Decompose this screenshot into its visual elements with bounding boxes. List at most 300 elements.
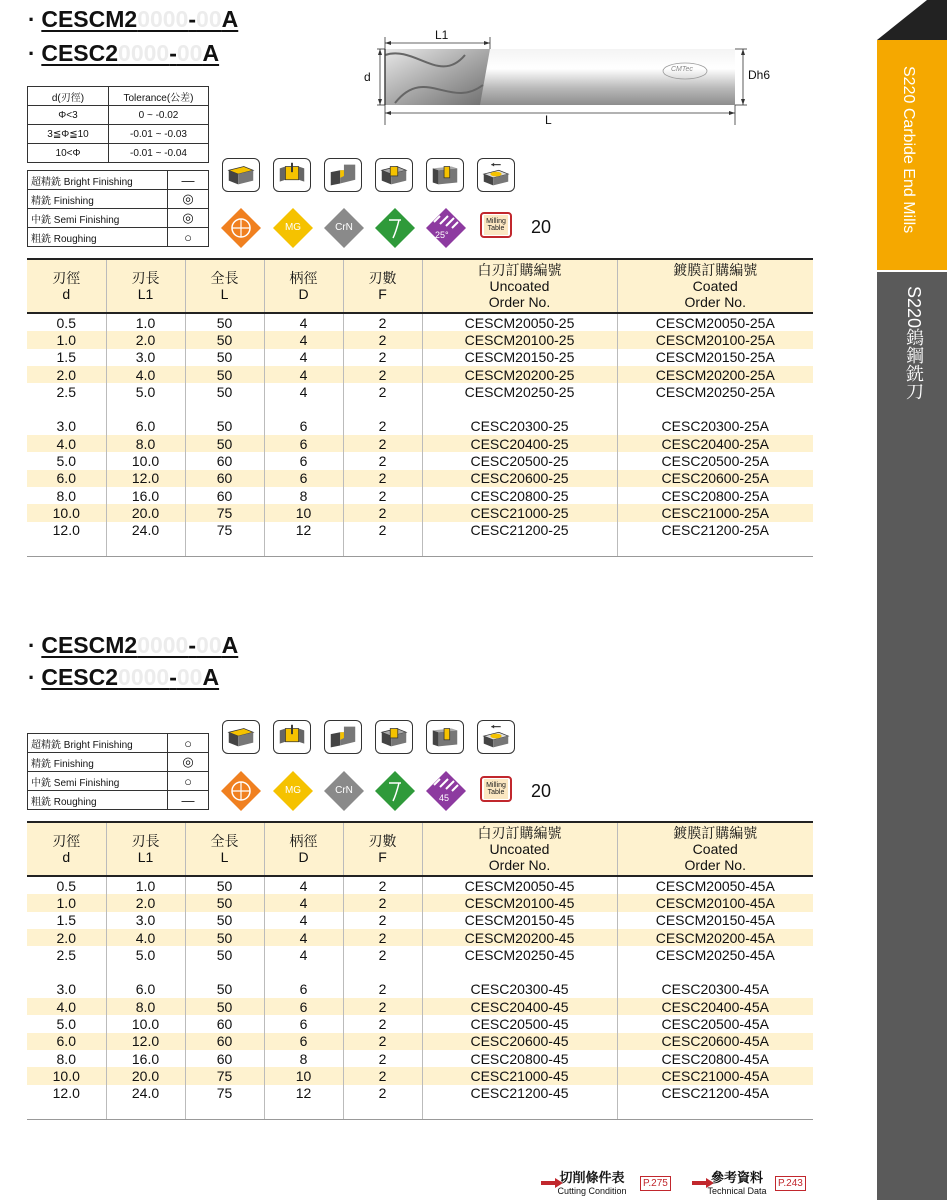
table-cell bbox=[422, 1102, 617, 1120]
table-cell: 6.0 bbox=[27, 1033, 106, 1050]
table-cell: 4 bbox=[264, 946, 343, 963]
finishing-label: 超精銑 Bright Finishing bbox=[28, 171, 168, 190]
col-header-F: 刃數 F bbox=[343, 259, 422, 313]
tolerance-range: Φ<3 bbox=[28, 106, 109, 125]
table-row bbox=[27, 418, 813, 435]
table-cell: 2.0 bbox=[106, 894, 185, 911]
tool-diagram bbox=[355, 25, 785, 130]
table-cell: 4 bbox=[264, 331, 343, 348]
table-cell: CESCM20100-45A bbox=[617, 894, 813, 911]
milling-table-icon: Milling Table bbox=[480, 776, 512, 802]
tolerance-row bbox=[28, 125, 209, 144]
table-cell: 4.0 bbox=[27, 998, 106, 1015]
table-cell: 3.0 bbox=[27, 981, 106, 998]
tolerance-value: -0.01 ~ -0.04 bbox=[109, 144, 209, 163]
col-header-D: 柄徑 D bbox=[264, 822, 343, 876]
table-cell: CESCM20250-25 bbox=[422, 383, 617, 400]
table-cell: 10.0 bbox=[106, 1015, 185, 1032]
col-header-coated: 鍍膜訂購編號 Coated Order No. bbox=[617, 822, 813, 876]
table-cell: CESC20600-25 bbox=[422, 470, 617, 487]
table-cell: 12.0 bbox=[106, 470, 185, 487]
milling-table-page[interactable]: 20 bbox=[531, 217, 552, 237]
crn-coating-icon: CrN bbox=[324, 208, 364, 248]
finishing-label: 精銑 Finishing bbox=[28, 753, 168, 772]
table-cell: 0.5 bbox=[27, 313, 106, 331]
table-cell bbox=[343, 400, 422, 417]
col-header-d: 刃徑 d bbox=[27, 259, 106, 313]
tolerance-row bbox=[28, 106, 209, 125]
table-row bbox=[27, 313, 813, 331]
finishing-row bbox=[28, 190, 209, 209]
table-cell: 4.0 bbox=[27, 435, 106, 452]
table-cell: 20.0 bbox=[106, 504, 185, 521]
table-cell bbox=[264, 400, 343, 417]
table-cell: 2 bbox=[343, 487, 422, 504]
table-cell: 3.0 bbox=[106, 349, 185, 366]
section2-title-line2: · CESC20000-00A bbox=[28, 664, 220, 690]
table-cell: CESC20300-25 bbox=[422, 418, 617, 435]
table-cell: 2.0 bbox=[27, 366, 106, 383]
table-cell: CESCM20050-25 bbox=[422, 313, 617, 331]
table-cell: 10.0 bbox=[27, 504, 106, 521]
tolerance-range: 3≦Φ≦10 bbox=[28, 125, 109, 144]
table-cell: CESCM20200-25A bbox=[617, 366, 813, 383]
table-cell: CESC20600-45A bbox=[617, 1033, 813, 1050]
table-cell: 2 bbox=[343, 522, 422, 539]
table-cell: 4 bbox=[264, 929, 343, 946]
table-cell: CESCM20200-45 bbox=[422, 929, 617, 946]
table-cell: CESCM20250-45A bbox=[655, 946, 775, 963]
table-cell: 1.0 bbox=[27, 331, 106, 348]
table-cell: 75 bbox=[185, 1067, 264, 1084]
table-cell: 5.0 bbox=[106, 383, 185, 400]
dim-Dh6-label: Dh6 bbox=[748, 68, 771, 82]
table-row bbox=[27, 435, 813, 452]
finishing-label: 粗銑 Roughing bbox=[28, 791, 168, 810]
finishing-row bbox=[28, 753, 209, 772]
milling-table-icon: Milling Table bbox=[480, 212, 512, 238]
table-row bbox=[27, 1033, 813, 1050]
table-cell: 2.0 bbox=[27, 929, 106, 946]
table-cell bbox=[343, 963, 422, 980]
table-cell: 4 bbox=[264, 349, 343, 366]
pocket-milling-icon bbox=[375, 158, 413, 192]
table-cell: CESC20500-45A bbox=[661, 1016, 769, 1033]
table-cell: 50 bbox=[185, 383, 264, 400]
table-row bbox=[27, 1067, 813, 1084]
table-cell: 16.0 bbox=[106, 487, 185, 504]
col-header-D: 柄徑 D bbox=[264, 259, 343, 313]
table-cell: 5.0 bbox=[27, 1015, 106, 1032]
table-cell: 2.0 bbox=[106, 331, 185, 348]
table-cell: 20.0 bbox=[106, 1067, 185, 1084]
table-cell: 6 bbox=[264, 470, 343, 487]
table-row bbox=[27, 1050, 813, 1067]
table-cell: 8 bbox=[264, 1050, 343, 1067]
uncoated-icon bbox=[221, 771, 261, 811]
table-cell: CESC20800-25A bbox=[661, 487, 769, 504]
finishing-symbol: ◎ bbox=[168, 209, 209, 228]
table-cell: CESCM20100-25 bbox=[422, 331, 617, 348]
table-cell: 2 bbox=[343, 331, 422, 348]
slot-milling-icon bbox=[273, 158, 311, 192]
finishing-symbol: ○ bbox=[168, 772, 209, 791]
table-cell: CESC20500-25 bbox=[422, 452, 617, 469]
table-cell: 50 bbox=[185, 998, 264, 1015]
surface-milling-icon bbox=[477, 158, 515, 192]
table-cell: 5.0 bbox=[106, 946, 185, 963]
table-cell: CESC20600-45 bbox=[422, 1033, 617, 1050]
table-cell: 12 bbox=[264, 522, 343, 539]
table-cell: 75 bbox=[185, 504, 264, 521]
table-row bbox=[27, 470, 813, 487]
table-cell: 10.0 bbox=[106, 452, 185, 469]
table-cell: 6.0 bbox=[106, 981, 185, 998]
table-row bbox=[27, 349, 813, 366]
tolerance-value: -0.01 ~ -0.03 bbox=[109, 125, 209, 144]
tolerance-header-tol: Tolerance(公差) bbox=[109, 87, 209, 106]
face-milling-icon bbox=[222, 720, 260, 754]
table-cell: 8 bbox=[264, 487, 343, 504]
table-row bbox=[27, 963, 813, 980]
helix-angle-icon: 25° bbox=[426, 208, 466, 248]
table-cell: 8.0 bbox=[27, 487, 106, 504]
table-cell: 2 bbox=[343, 1067, 422, 1084]
finishing-symbol: — bbox=[168, 791, 209, 810]
table-cell: CESC21200-25A bbox=[661, 522, 769, 539]
table-cell bbox=[617, 400, 813, 417]
mg-coating-icon: MG bbox=[273, 208, 313, 248]
table-cell: 2.5 bbox=[27, 383, 106, 400]
table-cell: CESCM20150-45A bbox=[655, 912, 775, 929]
table-row bbox=[27, 331, 813, 348]
table-cell: 75 bbox=[185, 522, 264, 539]
finishing-label: 粗銑 Roughing bbox=[28, 228, 168, 247]
table-cell: 50 bbox=[185, 981, 264, 998]
crn-coating-icon: CrN bbox=[324, 771, 364, 811]
table-cell: 2 bbox=[343, 1050, 422, 1067]
table-cell: 2 bbox=[343, 894, 422, 911]
table-cell: 6 bbox=[264, 1033, 343, 1050]
table-row bbox=[27, 400, 813, 417]
table-cell bbox=[343, 1102, 422, 1120]
shoulder-milling-icon bbox=[324, 720, 362, 754]
brand-logo: CMTec bbox=[671, 66, 693, 73]
table-cell: 60 bbox=[185, 470, 264, 487]
product-table-2 bbox=[27, 821, 813, 1120]
table-row bbox=[27, 894, 813, 911]
finishing-row bbox=[28, 772, 209, 791]
table-cell: 50 bbox=[185, 349, 264, 366]
table-cell: 50 bbox=[185, 929, 264, 946]
table-row bbox=[27, 539, 813, 557]
technical-data-page[interactable]: P.243 bbox=[775, 1176, 806, 1191]
milling-table-page[interactable]: 20 bbox=[531, 781, 552, 801]
finishing-symbol: ◎ bbox=[168, 190, 209, 209]
table-cell bbox=[617, 539, 813, 557]
table-cell: CESC21200-45 bbox=[422, 1085, 617, 1102]
finishing-symbol: — bbox=[168, 171, 209, 190]
table-cell: 2 bbox=[343, 876, 422, 894]
tolerance-value: 0 ~ -0.02 bbox=[109, 106, 209, 125]
finishing-label: 精銑 Finishing bbox=[28, 190, 168, 209]
table-cell: 4 bbox=[264, 876, 343, 894]
table-cell: 2 bbox=[343, 1015, 422, 1032]
table-cell: CESC20400-25 bbox=[422, 435, 617, 452]
uncoated-icon bbox=[221, 208, 261, 248]
finishing-label: 中銑 Semi Finishing bbox=[28, 209, 168, 228]
table-cell: CESCM20200-45A bbox=[617, 929, 813, 946]
table-cell bbox=[106, 539, 185, 557]
table-cell: 2 bbox=[343, 435, 422, 452]
table-cell bbox=[343, 539, 422, 557]
table-cell: 6 bbox=[264, 435, 343, 452]
table-cell: 6 bbox=[264, 998, 343, 1015]
table-cell: 2 bbox=[343, 470, 422, 487]
table-cell: 1.0 bbox=[27, 894, 106, 911]
table-row bbox=[27, 929, 813, 946]
finishing-table-1 bbox=[27, 170, 209, 247]
table-cell: CESC20800-45 bbox=[422, 1050, 617, 1067]
table-row bbox=[27, 998, 813, 1015]
table-cell bbox=[185, 963, 264, 980]
table-cell: 4.0 bbox=[106, 929, 185, 946]
table-cell: CESC20800-45A bbox=[661, 1050, 769, 1067]
table-cell: 2 bbox=[343, 452, 422, 469]
table-row bbox=[27, 912, 813, 929]
table-cell: CESCM20100-45 bbox=[422, 894, 617, 911]
table-cell bbox=[106, 400, 185, 417]
table-row bbox=[27, 383, 813, 400]
table-cell bbox=[617, 1102, 813, 1120]
table-cell: CESC20400-45 bbox=[422, 998, 617, 1015]
table-cell: 12.0 bbox=[106, 1033, 185, 1050]
table-header-row bbox=[27, 822, 813, 876]
table-row bbox=[27, 876, 813, 894]
table-cell: 50 bbox=[185, 331, 264, 348]
table-cell: 50 bbox=[185, 912, 264, 929]
table-cell: 60 bbox=[185, 487, 264, 504]
face-milling-icon bbox=[222, 158, 260, 192]
table-cell: CESCM20050-45A bbox=[655, 877, 775, 894]
table-cell: CESCM20100-25A bbox=[617, 331, 813, 348]
table-cell: 2 bbox=[343, 929, 422, 946]
col-header-F: 刃數 F bbox=[343, 822, 422, 876]
table-cell: 24.0 bbox=[106, 1085, 185, 1102]
table-cell: 60 bbox=[185, 1033, 264, 1050]
col-header-L1: 刃長 L1 bbox=[106, 259, 185, 313]
finishing-label: 中銑 Semi Finishing bbox=[28, 772, 168, 791]
table-cell: 2 bbox=[343, 981, 422, 998]
tolerance-table bbox=[27, 86, 209, 163]
table-cell bbox=[185, 400, 264, 417]
technical-data-link[interactable]: 參考資料 Technical Data bbox=[707, 1170, 767, 1196]
tab-carbide-end-mills[interactable]: S220 Carbide End Mills bbox=[877, 40, 947, 270]
table-cell: CESC20500-45 bbox=[422, 1015, 617, 1032]
dim-L1-label: L1 bbox=[435, 28, 449, 42]
table-cell: CESC21200-25 bbox=[422, 522, 617, 539]
table-cell: 60 bbox=[185, 452, 264, 469]
table-cell: CESCM20250-25A bbox=[655, 383, 775, 400]
slot-milling-icon bbox=[273, 720, 311, 754]
table-cell: CESC20400-25A bbox=[617, 435, 813, 452]
table-cell: 2 bbox=[343, 946, 422, 963]
table-row bbox=[27, 452, 813, 469]
table-cell: 16.0 bbox=[106, 1050, 185, 1067]
table-cell: CESC21000-25A bbox=[617, 504, 813, 521]
table-cell: CESCM20150-25 bbox=[422, 349, 617, 366]
finishing-symbol: ○ bbox=[168, 734, 209, 753]
table-cell: 50 bbox=[185, 946, 264, 963]
table-cell: CESCM20150-25A bbox=[655, 349, 775, 366]
plunge-milling-icon bbox=[426, 158, 464, 192]
finishing-row bbox=[28, 734, 209, 753]
table-cell: 6 bbox=[264, 452, 343, 469]
finishing-row bbox=[28, 209, 209, 228]
table-cell: 2 bbox=[343, 383, 422, 400]
table-cell: 4 bbox=[264, 894, 343, 911]
table-cell: 2 bbox=[343, 1033, 422, 1050]
dim-d-label: d bbox=[364, 70, 371, 84]
finishing-row bbox=[28, 171, 209, 190]
table-cell bbox=[27, 400, 106, 417]
table-cell: CESCM20250-45 bbox=[422, 946, 617, 963]
table-cell: CESC20400-45A bbox=[617, 998, 813, 1015]
tab-carbide-end-mills-zh[interactable]: S220鎢鋼銑刀 bbox=[877, 272, 947, 1200]
table-cell: 6.0 bbox=[27, 470, 106, 487]
table-cell bbox=[106, 963, 185, 980]
table-cell bbox=[27, 539, 106, 557]
section1-title-line2: · CESC20000-00A bbox=[28, 40, 220, 66]
flat-end-icon bbox=[375, 208, 415, 248]
table-cell: 50 bbox=[185, 435, 264, 452]
table-cell: 10 bbox=[264, 504, 343, 521]
table-cell: CESC20600-25A bbox=[617, 470, 813, 487]
table-cell: 4 bbox=[264, 383, 343, 400]
table-cell: CESCM20050-45 bbox=[422, 876, 617, 894]
col-header-L1: 刃長 L1 bbox=[106, 822, 185, 876]
table-cell: 8.0 bbox=[27, 1050, 106, 1067]
section1-title-line1: · CESCM20000-00A bbox=[28, 6, 239, 32]
table-header-row bbox=[27, 259, 813, 313]
table-cell: 2.5 bbox=[27, 946, 106, 963]
table-row bbox=[27, 1102, 813, 1120]
table-cell: 6.0 bbox=[106, 418, 185, 435]
finishing-label: 超精銑 Bright Finishing bbox=[28, 734, 168, 753]
table-cell bbox=[185, 539, 264, 557]
table-cell: 1.0 bbox=[106, 876, 185, 894]
table-cell bbox=[422, 400, 617, 417]
table-cell: CESC20500-25A bbox=[661, 453, 769, 470]
table-cell: 3.0 bbox=[27, 418, 106, 435]
mg-coating-icon: MG bbox=[273, 771, 313, 811]
col-header-L: 全長 L bbox=[185, 822, 264, 876]
table-cell: 60 bbox=[185, 1015, 264, 1032]
table-cell: 50 bbox=[185, 418, 264, 435]
table-cell: 3.0 bbox=[106, 912, 185, 929]
table-cell bbox=[264, 1102, 343, 1120]
table-cell: CESCM20050-25A bbox=[655, 314, 775, 331]
table-cell bbox=[422, 539, 617, 557]
shoulder-milling-icon bbox=[324, 158, 362, 192]
table-cell bbox=[422, 963, 617, 980]
pocket-milling-icon bbox=[375, 720, 413, 754]
table-cell: 0.5 bbox=[27, 876, 106, 894]
plunge-milling-icon bbox=[426, 720, 464, 754]
table-cell: 6 bbox=[264, 418, 343, 435]
table-row bbox=[27, 981, 813, 998]
table-cell: 4.0 bbox=[106, 366, 185, 383]
table-cell bbox=[106, 1102, 185, 1120]
table-cell: 4 bbox=[264, 366, 343, 383]
col-header-L: 全長 L bbox=[185, 259, 264, 313]
table-cell: 2 bbox=[343, 912, 422, 929]
table-cell: 12.0 bbox=[27, 522, 106, 539]
table-cell: 5.0 bbox=[27, 452, 106, 469]
table-cell bbox=[264, 963, 343, 980]
col-header-d: 刃徑 d bbox=[27, 822, 106, 876]
col-header-uncoated: 白刃訂購編號 Uncoated Order No. bbox=[422, 259, 617, 313]
table-cell: 6 bbox=[264, 981, 343, 998]
tolerance-row bbox=[28, 144, 209, 163]
table-cell: 1.0 bbox=[106, 313, 185, 331]
table-cell: 2 bbox=[343, 504, 422, 521]
table-cell: 10 bbox=[264, 1067, 343, 1084]
table-row bbox=[27, 366, 813, 383]
table-cell: 4 bbox=[264, 313, 343, 331]
table-cell: 1.5 bbox=[27, 912, 106, 929]
table-cell: 12 bbox=[264, 1085, 343, 1102]
table-cell: 6 bbox=[264, 1015, 343, 1032]
table-row bbox=[27, 1015, 813, 1032]
table-cell: 2 bbox=[343, 349, 422, 366]
tolerance-header-row bbox=[28, 87, 209, 106]
finishing-symbol: ○ bbox=[168, 228, 209, 247]
finishing-row bbox=[28, 791, 209, 810]
finishing-row bbox=[28, 228, 209, 247]
table-cell: CESC20300-45A bbox=[661, 981, 769, 998]
cutting-condition-page[interactable]: P.275 bbox=[640, 1176, 671, 1191]
table-row bbox=[27, 1085, 813, 1102]
table-cell: 50 bbox=[185, 894, 264, 911]
table-row bbox=[27, 946, 813, 963]
table-cell: CESC21000-25 bbox=[422, 504, 617, 521]
table-row bbox=[27, 522, 813, 539]
table-cell: 75 bbox=[185, 1085, 264, 1102]
table-cell: CESC20800-25 bbox=[422, 487, 617, 504]
table-cell: 8.0 bbox=[106, 435, 185, 452]
tolerance-range: 10<Φ bbox=[28, 144, 109, 163]
table-cell: CESCM20200-25 bbox=[422, 366, 617, 383]
cutting-condition-link[interactable]: 切削條件表 Cutting Condition bbox=[557, 1170, 627, 1196]
flat-end-icon bbox=[375, 771, 415, 811]
table-cell: CESC20300-45 bbox=[422, 981, 617, 998]
table-cell: 1.5 bbox=[27, 349, 106, 366]
table-cell: 50 bbox=[185, 313, 264, 331]
table-cell: CESC21200-45A bbox=[661, 1085, 769, 1102]
table-cell: 8.0 bbox=[106, 998, 185, 1015]
helix-angle-icon: 45 bbox=[426, 771, 466, 811]
table-cell: 2 bbox=[343, 418, 422, 435]
table-cell: 2 bbox=[343, 366, 422, 383]
table-cell bbox=[185, 1102, 264, 1120]
table-cell bbox=[617, 963, 813, 980]
section2-title-line1: · CESCM20000-00A bbox=[28, 632, 239, 658]
table-cell: 2 bbox=[343, 313, 422, 331]
table-cell: 12.0 bbox=[27, 1085, 106, 1102]
table-cell bbox=[264, 539, 343, 557]
tolerance-header-d: d(刃徑) bbox=[28, 87, 109, 106]
